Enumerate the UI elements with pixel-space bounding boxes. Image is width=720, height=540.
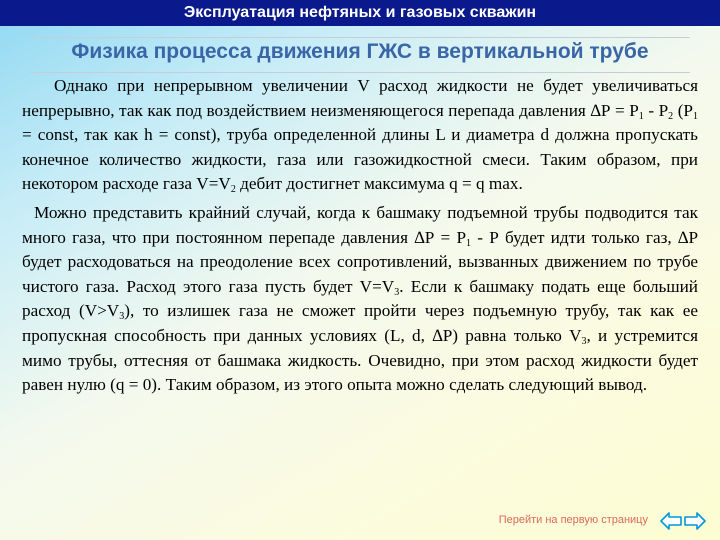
header-title: Эксплуатация нефтяных и газовых скважин [183, 4, 537, 21]
nav-arrows [660, 511, 706, 531]
arrow-left-icon[interactable] [661, 513, 681, 529]
slide-title: Физика процесса движения ГЖС в вертикальной трубе [71, 40, 649, 63]
first-page-link[interactable]: Перейти на первую страницу [498, 514, 648, 526]
paragraph-2: Можно представить крайний случай, когда к башмаку подъемной трубы подводится так много газа, что при постоянном перепаде давления $\Delta Р = Р_1 - Р$ будет идти только газ, ∆Р будет расходоваться на преодоление всех сопротивлений, вызванных движением по трубе чистого газа. Расход этого газа пусть будет $V=V_3$. Если к башмаку подать еще больший расход $(V>V_3)$, то излишек газа не сможет пройти через подъемную трубу, так как ее пропускная способность при данных условиях (L, d, ∆Р) равна только $V_3$, и устремится мимо трубы, оттесняя от башмака жидкость. Очевидно, при этом расход жидкости будет равен нулю (q = 0). Таким образом, из этого опыта можно сделать следующий вывод. [22, 202, 699, 395]
paragraph-1: Однако при непрерывном увеличении V расход жидкости не будет увеличиваться непрерывно, так как под воздействием неизменяющегося перепада давления $\Delta Р = Р_1 - Р_2$ ($Р_1$ = const, так как h = const), труба определенной длины L и диаметра d должна пропускать конечное количество жидкости, газа или газожидкостной смеси. Таким образом, при некотором расходе газа $V=V_2$ дебит достигнет максимума q = q max. [22, 76, 698, 196]
header-bar [0, 0, 720, 26]
arrow-right-icon[interactable] [685, 513, 705, 529]
title-divider-bottom [30, 72, 690, 73]
title-divider-top [30, 37, 690, 38]
slide-body [22, 74, 698, 398]
